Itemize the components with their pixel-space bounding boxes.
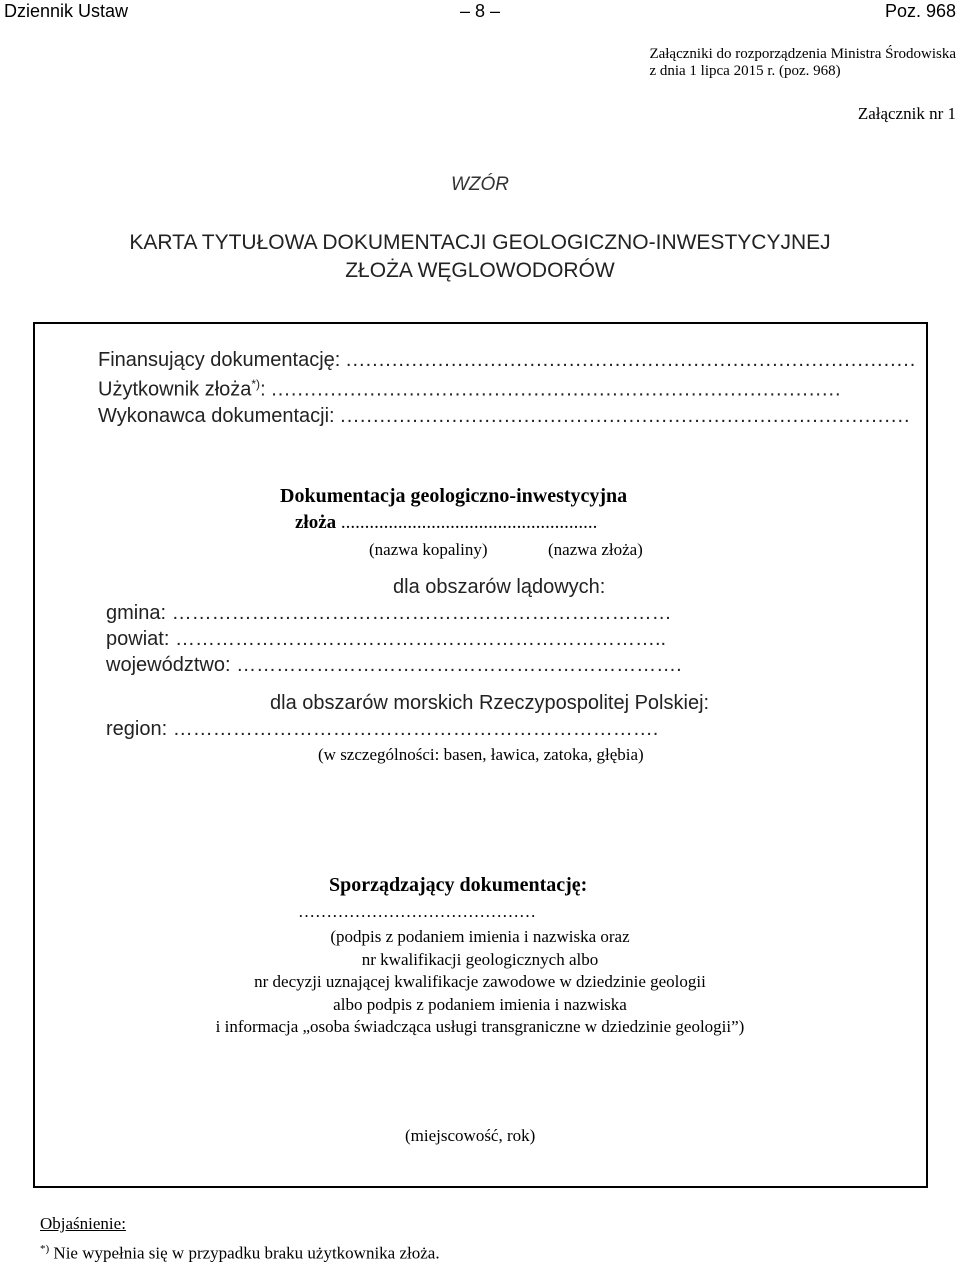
position-number: Poz. 968 xyxy=(884,1,956,21)
mineral-caption: (nazwa kopaliny) xyxy=(369,540,488,559)
contractor-label: Wykonawca dokumentacji: xyxy=(98,405,335,427)
place-year-caption: (miejscowość, rok) xyxy=(405,1126,536,1145)
instruction-line: nr kwalifikacji geologicznych albo xyxy=(361,949,599,969)
deposit-label: złoża xyxy=(295,512,337,533)
template-label: WZÓR xyxy=(450,174,510,195)
powiat-label: powiat: xyxy=(106,628,170,650)
gmina-field[interactable] xyxy=(106,602,672,625)
wojewodztwo-dots: …………………………………………………………. xyxy=(236,654,682,676)
mineral-name-dots[interactable]: ........................... xyxy=(340,512,470,533)
signature-dots[interactable]: …………………………………… xyxy=(298,902,536,921)
region-field[interactable] xyxy=(106,718,658,741)
powiat-dots: ……………………………………………………………….. xyxy=(174,628,667,650)
contractor-field[interactable] xyxy=(98,405,911,428)
wojewodztwo-label: województwo: xyxy=(106,654,231,676)
instruction-line: i informacja „osoba świadcząca usługi transgraniczne w dziedzinie geologii”) xyxy=(215,1017,745,1036)
owner-label: Użytkownik złoża xyxy=(98,378,252,401)
title-line2: ZŁOŻA WĘGLOWODORÓW xyxy=(345,259,615,282)
owner-field[interactable] xyxy=(98,377,842,402)
footnote-text: Nie wypełnia się w przypadku braku użytkownika złoża. xyxy=(53,1243,440,1263)
instruction-line: albo podpis z podaniem imienia i nazwiska xyxy=(333,994,627,1014)
deposit-name-dots[interactable]: ........................... xyxy=(469,512,598,533)
document-title xyxy=(0,229,960,285)
annex-number: Załącznik nr 1 xyxy=(857,104,956,123)
deposit-line xyxy=(295,512,597,534)
financier-dots: ....................................................................................... xyxy=(345,349,917,371)
signature-instructions xyxy=(0,926,960,1039)
gmina-dots: ………………………………………………………………… xyxy=(171,602,672,624)
region-label: region: xyxy=(106,718,168,740)
doc-type-title: Dokumentacja geologiczno-inwestycyjna xyxy=(280,485,628,507)
page-number: – 8 – xyxy=(460,1,501,21)
owner-colon: : xyxy=(260,378,266,401)
journal-name: Dziennik Ustaw xyxy=(4,1,129,21)
footnote-marker: *) xyxy=(40,1243,50,1255)
annex-note-line2: z dnia 1 lipca 2015 r. (poz. 968) xyxy=(649,63,841,79)
annex-note-line1: Załączniki do rozporządzenia Ministra Środowiska xyxy=(649,46,956,62)
annex-note xyxy=(649,46,956,80)
financier-field[interactable] xyxy=(98,349,916,372)
deposit-caption: (nazwa złoża) xyxy=(548,540,643,559)
gmina-label: gmina: xyxy=(106,602,167,624)
financier-label: Finansujący dokumentację: xyxy=(98,349,341,371)
sea-heading: dla obszarów morskich Rzeczypospolitej Polskiej: xyxy=(270,692,710,714)
instruction-line: nr decyzji uznającej kwalifikacje zawodowe w dziedzinie geologii xyxy=(254,972,706,991)
land-heading: dla obszarów lądowych: xyxy=(393,576,606,598)
preparer-heading: Sporządzający dokumentację: xyxy=(329,874,588,896)
owner-footnote-marker: *) xyxy=(251,377,261,391)
region-caption: (w szczególności: basen, ławica, zatoka, głębia) xyxy=(318,745,644,764)
wojewodztwo-field[interactable] xyxy=(106,654,682,677)
footnote xyxy=(40,1243,440,1264)
powiat-field[interactable] xyxy=(106,628,666,651)
contractor-dots: ....................................................................................... xyxy=(340,405,911,427)
instruction-line: (podpis z podaniem imienia i nazwiska oraz xyxy=(330,927,630,946)
title-line1: KARTA TYTUŁOWA DOKUMENTACJI GEOLOGICZNO-INWESTYCYJNEJ xyxy=(129,231,831,254)
region-dots: ………………………………………………………………. xyxy=(172,718,659,740)
footnote-heading: Objaśnienie: xyxy=(40,1214,126,1233)
owner-dots: ....................................................................................... xyxy=(271,378,842,401)
